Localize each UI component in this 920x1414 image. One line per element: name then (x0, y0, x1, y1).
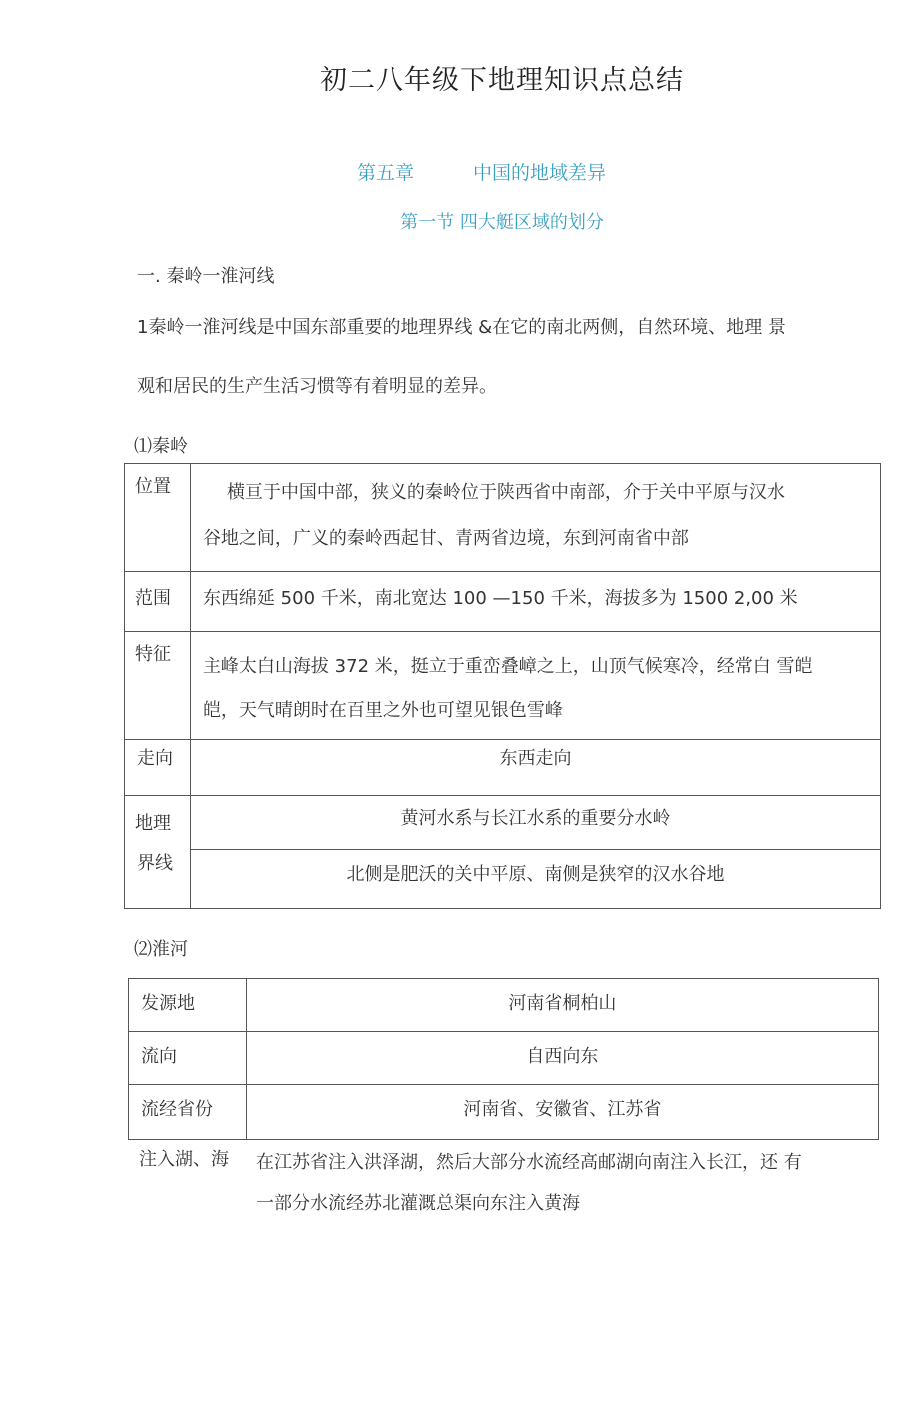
row-content (190, 632, 880, 740)
table-row (125, 572, 881, 632)
table-row (129, 979, 879, 1032)
paragraph-line: 观和居民的生产生活习惯等有着明显的差异。 (137, 376, 497, 397)
chapter-name: 中国的地域差异 (473, 162, 607, 184)
row-label: 流向 (129, 1032, 247, 1085)
row-content: 东西走向 (190, 740, 880, 796)
row-label: 特征 (125, 632, 191, 740)
cell-line: 主峰太白山海拔 372 米，挺立于重峦叠嶂之上，山顶气候寒冷，经常白 雪皑 (202, 656, 813, 677)
row-label (125, 796, 191, 909)
table-row (125, 850, 881, 909)
row-label: 位置 (125, 464, 191, 572)
row-label: 走向 (125, 740, 191, 796)
qinling-table (124, 463, 881, 909)
table-row (125, 464, 881, 572)
table-row (125, 740, 881, 796)
outlet-line: 在江苏省注入洪泽湖，然后大部分水流经高邮湖向南注入长江，还 有 (256, 1152, 802, 1173)
row-content: 河南省、安徽省、江苏省 (246, 1085, 878, 1140)
row-content (190, 464, 880, 572)
row-label-line: 界线 (137, 853, 173, 874)
row-content: 自西向东 (246, 1032, 878, 1085)
outlet-line: 一部分水流经苏北灌溉总渠向东注入黄海 (256, 1193, 580, 1214)
row-label: 范围 (125, 572, 191, 632)
row-content: 北侧是肥沃的关中平原、南侧是狭窄的汉水谷地 (190, 850, 880, 909)
huaihe-table (128, 978, 879, 1140)
row-content: 黄河水系与长江水系的重要分水岭 (190, 796, 880, 850)
table-row (129, 1032, 879, 1085)
chapter-number: 第五章 (357, 162, 415, 184)
heading-qinling-huaihe: 一. 秦岭一淮河线 (137, 266, 275, 287)
table-row (129, 1085, 879, 1140)
section-title: 第一节 四大艇区域的划分 (400, 212, 604, 233)
row-content: 河南省桐柏山 (246, 979, 878, 1032)
cell-line: 横亘于中国中部，狭义的秦岭位于陕西省中南部，介于关中平原与汉水 (226, 482, 785, 503)
cell-line: 谷地之间，广义的秦岭西起甘、青两省边境，东到河南省中部 (202, 528, 689, 549)
row-label: 发源地 (129, 979, 247, 1032)
page-title: 初二八年级下地理知识点总结 (320, 65, 684, 96)
row-label: 流经省份 (129, 1085, 247, 1140)
cell-line: 皑，天气晴朗时在百里之外也可望见银色雪峰 (202, 700, 563, 721)
table-row (125, 796, 881, 850)
row-label-line: 地理 (135, 813, 171, 834)
outlet-label: 注入湖、海 (139, 1149, 229, 1170)
table-row (125, 632, 881, 740)
subheading-qinling: ⑴秦岭 (134, 436, 188, 457)
row-content: 东西绵延 500 千米，南北宽达 100 —150 千米，海拔多为 1500 2,00 米 (190, 572, 880, 632)
subheading-huaihe: ⑵淮河 (134, 939, 188, 960)
paragraph-line: 1秦岭一淮河线是中国东部重要的地理界线 &在它的南北两侧，自然环境、地理 景 (137, 317, 786, 338)
